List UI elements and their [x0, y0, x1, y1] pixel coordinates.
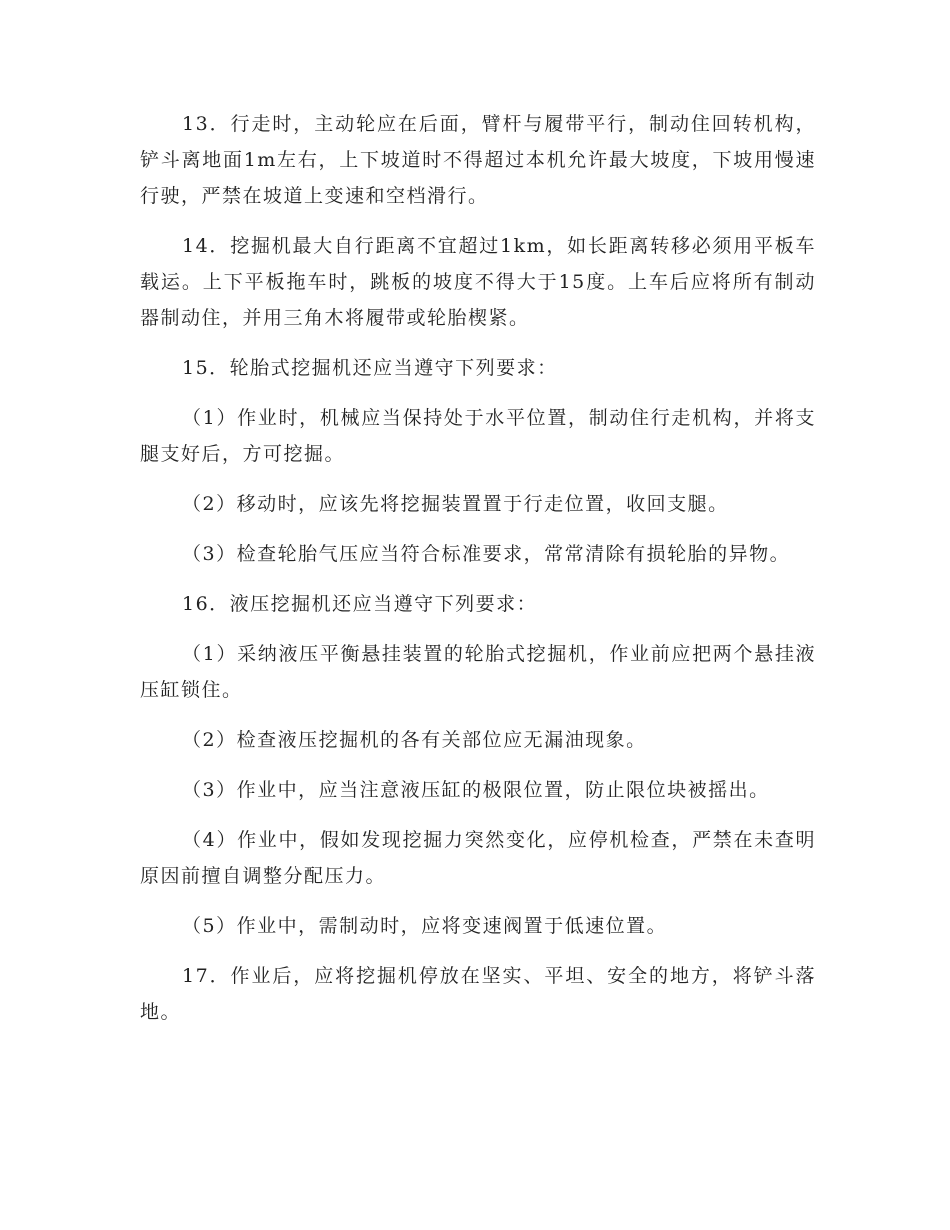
paragraph-16-item-4: （4）作业中，假如发现挖掘力突然变化，应停机检查，严禁在未查明原因前擅自调整分配压力。	[140, 829, 816, 887]
paragraph-gap	[140, 472, 816, 486]
paragraph-13: 13．行走时，主动轮应在后面，臂杆与履带平行，制动住回转机构，铲斗离地面1m左右，上下坡道时不得超过本机允许最大坡度，下坡用慢速行驶，严禁在坡道上变速和空档滑行。	[140, 113, 816, 207]
paragraph-16-item-1: （1）采纳液压平衡悬挂装置的轮胎式挖掘机，作业前应把两个悬挂液压缸锁住。	[140, 643, 816, 701]
paragraph-16-heading: 16．液压挖掘机还应当遵守下列要求：	[182, 593, 538, 615]
paragraph-gap	[140, 214, 816, 228]
document-body	[140, 106, 816, 1030]
paragraph-gap	[140, 522, 816, 536]
paragraph-gap	[140, 944, 816, 958]
paragraph-gap	[140, 386, 816, 400]
paragraph-16-item-2: （2）检查液压挖掘机的各有关部位应无漏油现象。	[182, 729, 647, 751]
paragraph-16-item-5: （5）作业中，需制动时，应将变速阀置于低速位置。	[182, 915, 668, 937]
paragraph-gap	[140, 758, 816, 772]
paragraph-gap	[140, 622, 816, 636]
paragraph-gap	[140, 336, 816, 350]
paragraph-gap	[140, 572, 816, 586]
paragraph-15-item-3: （3）检查轮胎气压应当符合标准要求，常常清除有损轮胎的异物。	[182, 543, 791, 565]
paragraph-gap	[140, 808, 816, 822]
paragraph-17: 17．作业后，应将挖掘机停放在坚实、平坦、安全的地方，将铲斗落地。	[140, 965, 816, 1023]
paragraph-16-item-3: （3）作业中，应当注意液压缸的极限位置，防止限位块被摇出。	[182, 779, 770, 801]
paragraph-gap	[140, 708, 816, 722]
paragraph-15-heading: 15．轮胎式挖掘机还应当遵守下列要求：	[182, 357, 558, 379]
paragraph-gap	[140, 894, 816, 908]
paragraph-14: 14．挖掘机最大自行距离不宜超过1km，如长距离转移必须用平板车载运。上下平板拖车时，跳板的坡度不得大于15度。上车后应将所有制动器制动住，并用三角木将履带或轮胎楔紧。	[140, 235, 816, 329]
paragraph-15-item-2: （2）移动时，应该先将挖掘装置置于行走位置，收回支腿。	[182, 493, 729, 515]
paragraph-15-item-1: （1）作业时，机械应当保持处于水平位置，制动住行走机构，并将支腿支好后，方可挖掘。	[140, 407, 816, 465]
